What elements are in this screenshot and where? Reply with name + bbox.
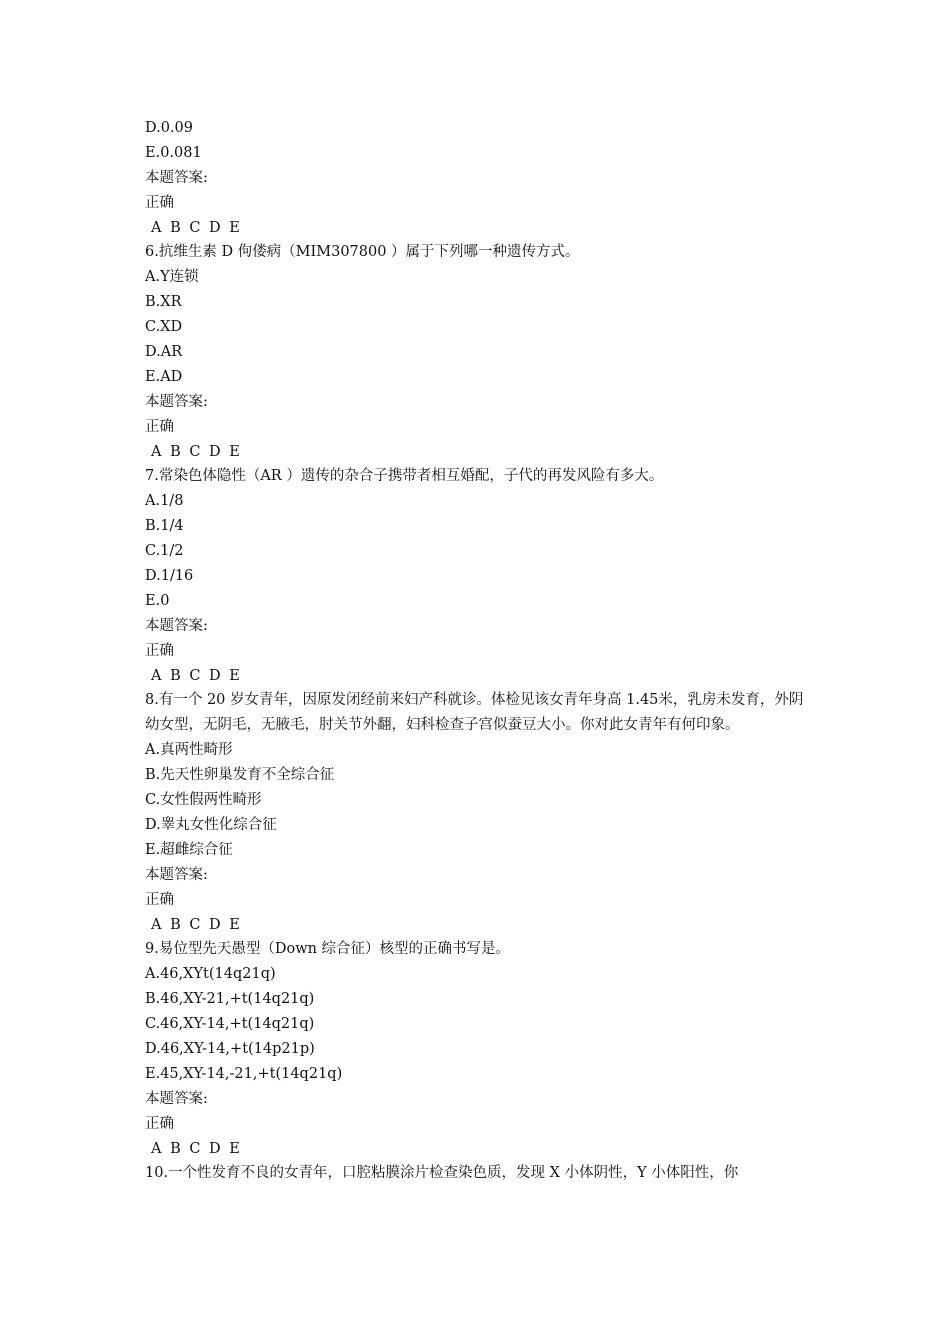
option-e: E.0 bbox=[145, 592, 170, 609]
question-6 bbox=[145, 240, 815, 464]
question-text: 9.易位型先天愚型（Down 综合征）核型的正确书写是。 bbox=[145, 941, 511, 958]
answer-choices[interactable]: A B C D E bbox=[151, 219, 242, 236]
option-c: C.XD bbox=[145, 319, 183, 336]
option-c: C.1/2 bbox=[145, 543, 184, 560]
answer-choices[interactable]: A B C D E bbox=[151, 667, 242, 684]
answer-choices[interactable]: A B C D E bbox=[151, 1140, 242, 1157]
option-a: A.Y连锁 bbox=[145, 269, 199, 286]
option-b: B.先天性卵巢发育不全综合征 bbox=[145, 767, 335, 784]
correct-label: 正确 bbox=[145, 642, 174, 659]
question-10 bbox=[145, 1161, 815, 1186]
option-c: C.46,XY-14,+t(14q21q) bbox=[145, 1016, 315, 1033]
answer-label: 本题答案: bbox=[145, 617, 208, 634]
answer-label: 本题答案: bbox=[145, 1090, 208, 1107]
answer-label: 本题答案: bbox=[145, 866, 208, 883]
question-text: 7.常染色体隐性（AR ）遗传的杂合子携带者相互婚配，子代的再发风险有多大。 bbox=[145, 468, 664, 485]
answer-label: 本题答案: bbox=[145, 393, 208, 410]
option-b: B.1/4 bbox=[145, 518, 184, 535]
option-b: B.XR bbox=[145, 294, 182, 311]
answer-choices[interactable]: A B C D E bbox=[151, 916, 242, 933]
option-a: A.46,XYt(14q21q) bbox=[145, 966, 276, 983]
option-d: D.0.09 bbox=[145, 120, 194, 136]
option-a: A.真两性畸形 bbox=[145, 742, 233, 759]
option-d: D.AR bbox=[145, 344, 183, 361]
option-e: E.AD bbox=[145, 368, 183, 385]
option-e: E.超雌综合征 bbox=[145, 841, 233, 858]
option-d: D.1/16 bbox=[145, 568, 194, 585]
question-5 bbox=[145, 116, 815, 240]
option-c: C.女性假两性畸形 bbox=[145, 792, 262, 809]
correct-label: 正确 bbox=[145, 891, 174, 908]
option-d: D.睾丸女性化综合征 bbox=[145, 816, 277, 833]
correct-label: 正确 bbox=[145, 418, 174, 435]
option-d: D.46,XY-14,+t(14p21p) bbox=[145, 1040, 315, 1057]
document-page bbox=[145, 116, 815, 1186]
question-text: 10.一个性发育不良的女青年，口腔粘膜涂片检查染色质，发现 X 小体阴性，Y 小体阳性，你 bbox=[145, 1165, 739, 1182]
answer-choices[interactable]: A B C D E bbox=[151, 443, 242, 460]
correct-label: 正确 bbox=[145, 1115, 174, 1132]
option-e: E.0.081 bbox=[145, 144, 202, 161]
option-b: B.46,XY-21,+t(14q21q) bbox=[145, 991, 315, 1008]
question-7 bbox=[145, 464, 815, 688]
question-9 bbox=[145, 937, 815, 1161]
question-text: 8.有一个 20 岁女青年，因原发闭经前来妇产科就诊。体检见该女青年身高 1.45米，乳房未发育，外阴幼女型，无阴毛，无腋毛，肘关节外翻，妇科检查子宫似蚕豆大小。你对此女青年有何印象。 bbox=[145, 692, 804, 734]
question-8 bbox=[145, 688, 815, 937]
correct-label: 正确 bbox=[145, 194, 174, 211]
question-text: 6.抗维生素 D 佝偻病（MIM307800 ）属于下列哪一种遗传方式。 bbox=[145, 244, 580, 261]
answer-label: 本题答案: bbox=[145, 169, 208, 186]
option-e: E.45,XY-14,-21,+t(14q21q) bbox=[145, 1065, 343, 1082]
option-a: A.1/8 bbox=[145, 493, 184, 510]
